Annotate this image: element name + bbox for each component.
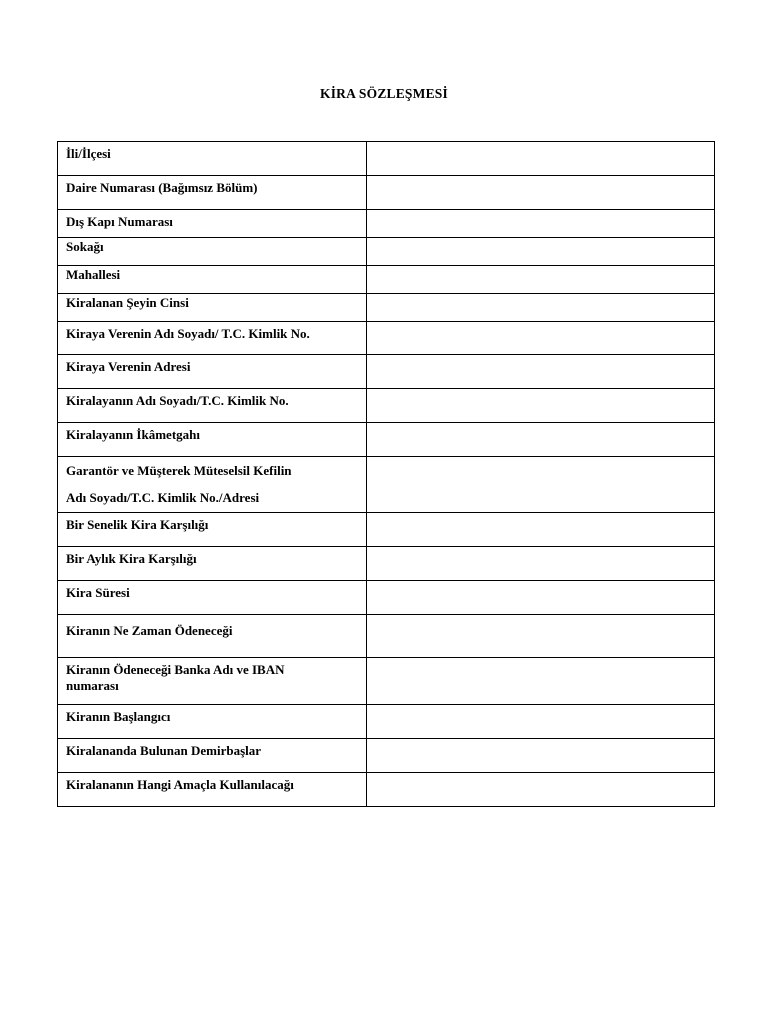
row-label-property-type: Kiralanan Şeyin Cinsi xyxy=(66,295,189,310)
row-label-guarantor: Garantör ve Müşterek Müteselsil Kefilin Adı Soyadı/T.C. Kimlik No./Adresi xyxy=(66,463,292,505)
row-value-tenant-residence[interactable] xyxy=(367,423,715,457)
row-label-province-district: İli/İlçesi xyxy=(66,146,111,161)
table-row xyxy=(58,773,715,807)
table-row xyxy=(58,210,715,238)
table-row xyxy=(58,547,715,581)
table-row xyxy=(58,389,715,423)
table-row xyxy=(58,355,715,389)
row-label-street: Sokağı xyxy=(66,239,104,254)
row-label-payment-time: Kiranın Ne Zaman Ödeneceği xyxy=(66,623,233,638)
table-row xyxy=(58,238,715,266)
row-value-landlord-name-id[interactable] xyxy=(367,322,715,355)
table-row xyxy=(58,266,715,294)
row-value-tenant-name-id[interactable] xyxy=(367,389,715,423)
row-label-cell xyxy=(58,176,367,210)
row-label-cell xyxy=(58,773,367,807)
table-row xyxy=(58,615,715,658)
row-value-street[interactable] xyxy=(367,238,715,266)
row-label-start-date: Kiranın Başlangıcı xyxy=(66,709,171,724)
table-row xyxy=(58,739,715,773)
row-value-province-district[interactable] xyxy=(367,142,715,176)
table-row xyxy=(58,581,715,615)
row-label-tenant-residence: Kiralayanın İkâmetgahı xyxy=(66,427,200,442)
row-value-start-date[interactable] xyxy=(367,705,715,739)
row-label-cell xyxy=(58,658,367,705)
row-label-cell xyxy=(58,142,367,176)
row-label-apartment-number: Daire Numarası (Bağımsız Bölüm) xyxy=(66,180,258,195)
row-label-landlord-name-id: Kiraya Verenin Adı Soyadı/ T.C. Kimlik No. xyxy=(66,326,310,341)
row-value-guarantor[interactable] xyxy=(367,457,715,513)
row-value-property-type[interactable] xyxy=(367,294,715,322)
row-label-cell xyxy=(58,294,367,322)
lease-form-table xyxy=(57,141,715,807)
row-value-landlord-address[interactable] xyxy=(367,355,715,389)
row-label-fixtures: Kiralananda Bulunan Demirbaşlar xyxy=(66,743,262,758)
row-label-cell xyxy=(58,457,367,513)
row-value-fixtures[interactable] xyxy=(367,739,715,773)
table-row xyxy=(58,294,715,322)
table-row xyxy=(58,705,715,739)
table-row xyxy=(58,658,715,705)
row-label-tenant-name-id: Kiralayanın Adı Soyadı/T.C. Kimlik No. xyxy=(66,393,289,408)
row-label-cell xyxy=(58,238,367,266)
row-label-lease-term: Kira Süresi xyxy=(66,585,130,600)
row-label-cell xyxy=(58,266,367,294)
table-row xyxy=(58,423,715,457)
row-label-cell xyxy=(58,389,367,423)
row-label-usage-purpose: Kiralananın Hangi Amaçla Kullanılacağı xyxy=(66,777,294,792)
row-value-neighborhood[interactable] xyxy=(367,266,715,294)
row-value-annual-rent[interactable] xyxy=(367,513,715,547)
row-label-cell xyxy=(58,322,367,355)
row-label-cell xyxy=(58,547,367,581)
row-value-payment-time[interactable] xyxy=(367,615,715,658)
row-label-cell xyxy=(58,615,367,658)
row-label-neighborhood: Mahallesi xyxy=(66,267,121,282)
table-row xyxy=(58,513,715,547)
table-row xyxy=(58,142,715,176)
row-label-cell xyxy=(58,210,367,238)
row-value-door-number[interactable] xyxy=(367,210,715,238)
table-row xyxy=(58,322,715,355)
row-label-landlord-address: Kiraya Verenin Adresi xyxy=(66,359,191,374)
table-row xyxy=(58,457,715,513)
row-value-apartment-number[interactable] xyxy=(367,176,715,210)
page-title: KİRA SÖZLEŞMESİ xyxy=(320,86,448,101)
row-label-cell xyxy=(58,355,367,389)
row-label-annual-rent: Bir Senelik Kira Karşılığı xyxy=(66,517,209,532)
row-value-bank-iban[interactable] xyxy=(367,658,715,705)
row-value-monthly-rent[interactable] xyxy=(367,547,715,581)
row-label-monthly-rent: Bir Aylık Kira Karşılığı xyxy=(66,551,197,566)
row-value-lease-term[interactable] xyxy=(367,581,715,615)
row-label-cell xyxy=(58,705,367,739)
row-label-cell xyxy=(58,513,367,547)
row-label-cell xyxy=(58,739,367,773)
row-label-cell xyxy=(58,423,367,457)
table-row xyxy=(58,176,715,210)
row-label-cell xyxy=(58,581,367,615)
row-label-door-number: Dış Kapı Numarası xyxy=(66,214,173,229)
row-label-bank-iban: Kiranın Ödeneceği Banka Adı ve IBAN numarası xyxy=(66,662,285,693)
row-value-usage-purpose[interactable] xyxy=(367,773,715,807)
